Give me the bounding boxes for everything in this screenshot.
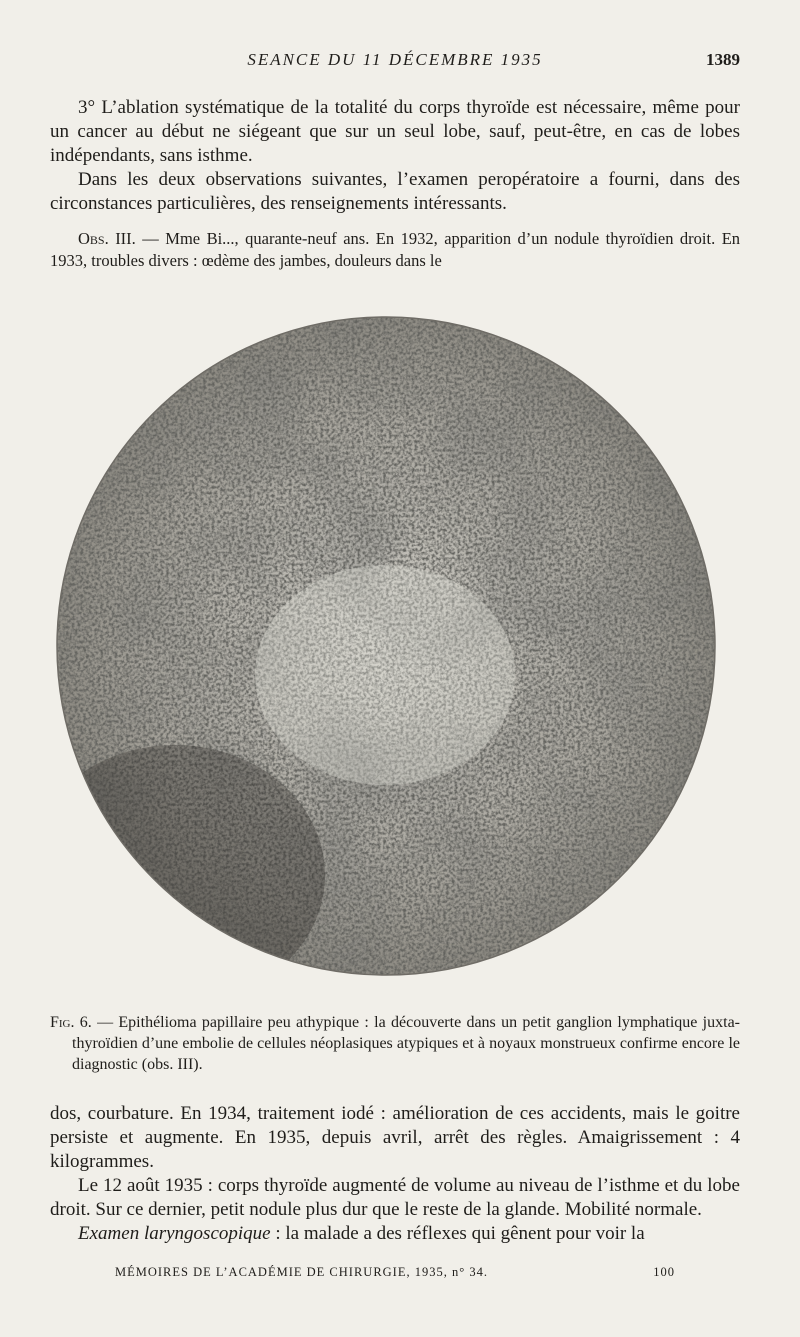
laryngoscopy-text: : la malade a des réflexes qui gênent pour voir la [270,1223,645,1244]
caption-label: Fig. 6. [50,1014,92,1031]
micrograph-figure [55,315,717,977]
intro-observations-paragraph: Dans les deux observations suivantes, l’examen peropératoire a fourni, dans des circonstances particulières, des renseignements intéressants. [50,169,740,214]
figure-caption [50,1012,740,1075]
page-number: 1389 [706,50,740,69]
bottom-text-block [50,1102,740,1246]
caption-text: — Epithélioma papillaire peu athypique : la découverte dans un petit ganglion lymphatique juxta-thyroïdien d’une embolie de cellules néoplasiques atypiques et à noyaux monstrueux confirme encore le diagnostic (obs. III). [72,1014,741,1073]
page-header [50,50,740,76]
laryngoscopy-paragraph [50,1222,740,1246]
caption-paragraph [50,1012,740,1075]
exam-date-paragraph: Le 12 août 1935 : corps thyroïde augmenté de volume au niveau de l’isthme et du lobe droit. Sur ce dernier, petit nodule plus dur que le reste de la glande. Mobilité normale. [50,1175,740,1220]
laryngoscopy-title: Examen laryngoscopique [78,1223,271,1244]
running-head: SEANCE DU 11 DÉCEMBRE 1935 [247,50,543,69]
observation-label: Obs. III. [78,229,136,248]
journal-reference: MÉMOIRES DE L’ACADÉMIE DE CHIRURGIE, 1935, n° 34. [115,1265,488,1279]
page-footer [115,1265,675,1280]
top-text-block [50,96,740,272]
continuation-paragraph: dos, courbature. En 1934, traitement iodé : amélioration de ces accidents, mais le goitre persiste et augmente. En 1935, depuis avril, arrêt des règles. Amaigrissement : 4 kilogrammes. [50,1103,740,1172]
conclusion-paragraph: 3° L’ablation systématique de la totalité du corps thyroïde est nécessaire, même pour un cancer au début ne siégeant que sur un seul lobe, sauf, peut-être, en cas de lobes indépendants, sans isthme. [50,97,740,166]
sheet-number: 100 [653,1265,675,1279]
observation-text: — Mme Bi..., quarante-neuf ans. En 1932, apparition d’un nodule thyroïdien droit. En 1933, troubles divers : œdème des jambes, douleurs dans le [50,229,741,270]
micrograph-image [55,315,717,977]
observation-paragraph [50,228,740,272]
